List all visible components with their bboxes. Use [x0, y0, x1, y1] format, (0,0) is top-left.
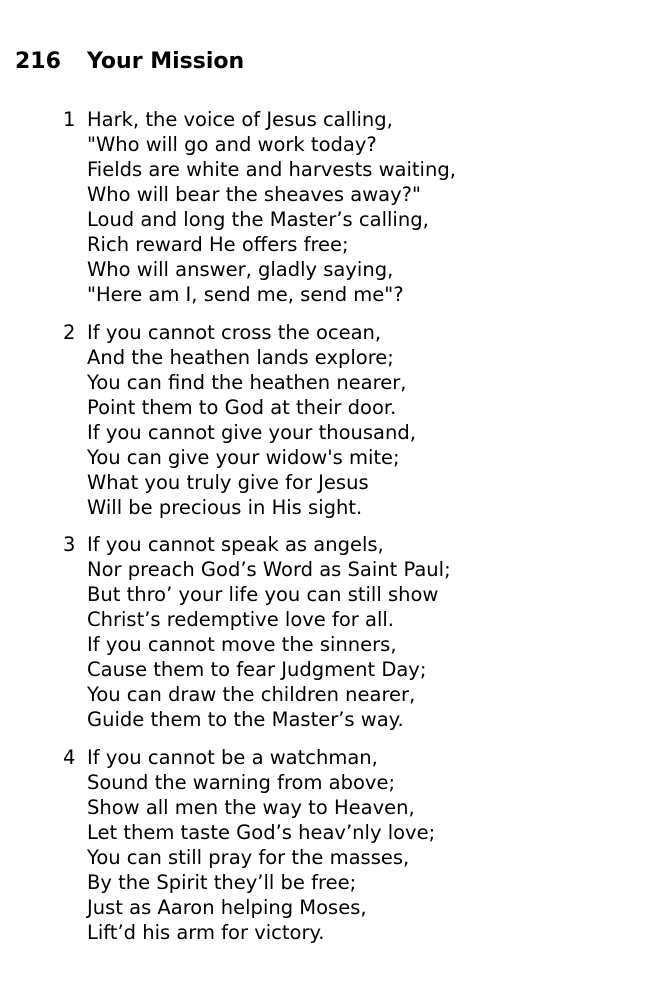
verse-line: You can still pray for the masses, — [87, 845, 410, 869]
verse-lines — [87, 107, 643, 307]
verse-number: 4 — [63, 745, 76, 769]
verse-line: Cause them to fear Judgment Day; — [87, 658, 427, 681]
verse-line: Point them to God at their door. — [87, 395, 397, 419]
verse-number: 3 — [63, 533, 76, 556]
verse-line: "Who will go and work today? — [87, 133, 377, 156]
verse-line: Who will bear the sheaves away?" — [87, 183, 421, 206]
verse-line: Will be precious in His sight. — [87, 495, 363, 519]
verse-line: Lift’d his arm for victory. — [87, 920, 325, 944]
verse-line: Nor preach God’s Word as Saint Paul; — [87, 558, 451, 581]
verse-lines — [87, 745, 643, 945]
verse-line: Sound the warning from above; — [87, 770, 396, 794]
verse-line: Fields are white and harvests waiting, — [87, 158, 456, 181]
verse-line: "Here am I, send me, send me"? — [87, 283, 404, 306]
hymn-header — [15, 47, 244, 77]
verse-line: You can find the heathen nearer, — [87, 370, 407, 394]
verse-line: By the Spirit they’ll be free; — [87, 870, 357, 894]
hymn-number: 216 — [15, 49, 61, 74]
verse-lines — [87, 532, 643, 732]
verse-line: If you cannot give your thousand, — [87, 420, 416, 444]
verse-line: Show all men the way to Heaven, — [87, 795, 415, 819]
verse-lines — [87, 320, 643, 520]
verse-line: If you cannot cross the ocean, — [87, 320, 382, 344]
verse — [63, 320, 643, 520]
verse-line: If you cannot be a watchman, — [87, 745, 378, 769]
verse-line: Rich reward He offers free; — [87, 233, 349, 256]
verse-line: Christ’s redemptive love for all. — [87, 608, 394, 631]
verse — [63, 107, 643, 307]
verse-line: Let them taste God’s heav’nly love; — [87, 820, 436, 844]
hymn-title: Your Mission — [87, 49, 245, 74]
verse-line: Guide them to the Master’s way. — [87, 708, 404, 731]
verse-line: You can draw the children nearer, — [87, 683, 416, 706]
verse-line: Who will answer, gladly saying, — [87, 258, 394, 281]
verse-line: Hark, the voice of Jesus calling, — [87, 108, 393, 131]
verse-line: If you cannot move the sinners, — [87, 633, 397, 656]
verse-line: Loud and long the Master’s calling, — [87, 208, 429, 231]
verse — [63, 745, 643, 945]
verse — [63, 532, 643, 732]
verse-number: 1 — [63, 108, 76, 131]
verse-line: But thro’ your life you can still show — [87, 583, 439, 606]
verses-container — [63, 107, 643, 957]
verse-line: You can give your widow's mite; — [87, 445, 400, 469]
verse-line: And the heathen lands explore; — [87, 345, 394, 369]
verse-line: What you truly give for Jesus — [87, 470, 369, 494]
verse-line: If you cannot speak as angels, — [87, 533, 384, 556]
verse-line: Just as Aaron helping Moses, — [87, 895, 367, 919]
verse-number: 2 — [63, 320, 76, 344]
